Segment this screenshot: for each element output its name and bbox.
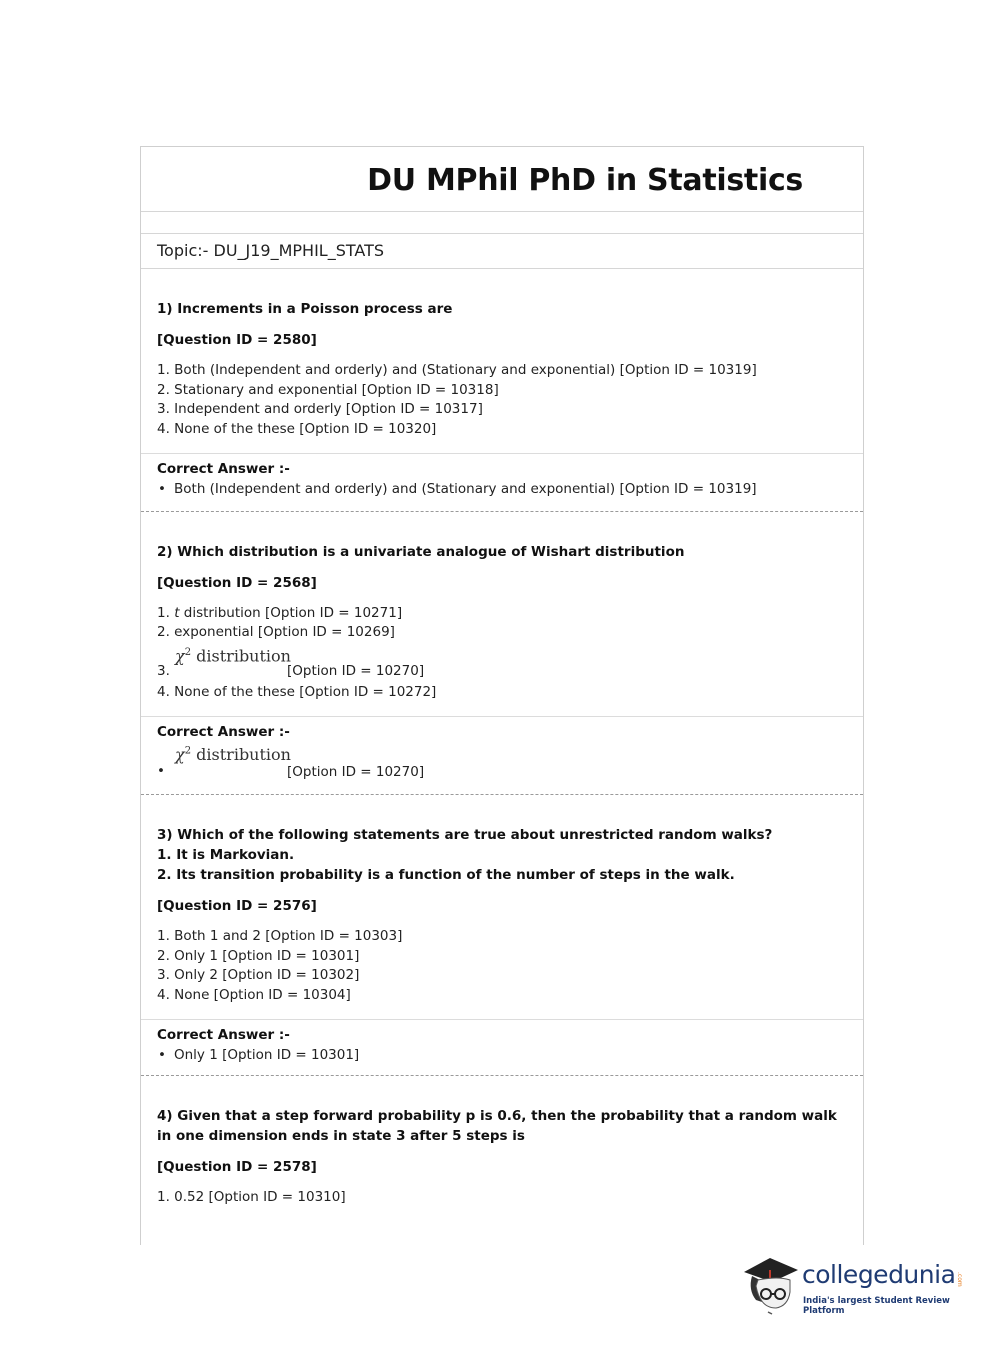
question-3: [141, 795, 863, 1005]
correct-answer-text: Only 1 [Option ID = 10301]: [174, 1047, 360, 1063]
option: 4. None of the these [Option ID = 10272]: [157, 683, 437, 700]
question-3-statement: 1. It is Markovian.: [157, 847, 295, 863]
page-title: DU MPhil PhD in Statistics: [367, 163, 803, 198]
option: 3. $\chi^2$ distribution [Option ID = 10270]: [157, 643, 847, 683]
question-4-id: [Question ID = 2578]: [157, 1158, 317, 1175]
bullet-icon: •: [158, 1047, 166, 1063]
question-2-text: 2) Which distribution is a univariate analogue of Wishart distribution: [157, 543, 685, 560]
question-3-text: 3) Which of the following statements are true about unrestricted random walks?: [157, 827, 773, 843]
option: 2. exponential [Option ID = 10269]: [157, 624, 395, 640]
question-2-options: [157, 604, 847, 703]
correct-answer-title: Correct Answer :-: [157, 461, 290, 477]
document-sheet: [140, 146, 864, 1245]
correct-answer-title: Correct Answer :-: [157, 724, 290, 740]
correct-answer-2: [141, 717, 863, 785]
title-row: [141, 147, 863, 212]
correct-answer-item: • $\chi^2$ distribution [Option ID = 10270]: [157, 745, 425, 780]
correct-answer-item: [157, 1046, 847, 1066]
mascot-icon: [742, 1250, 804, 1320]
question-4: [141, 1076, 863, 1208]
option: 1. 0.52 [Option ID = 10310]: [157, 1188, 346, 1205]
option: 1. Both (Independent and orderly) and (Stationary and exponential) [Option ID = 10319]: [157, 362, 757, 378]
option: 1. Both 1 and 2 [Option ID = 10303]: [157, 928, 403, 944]
correct-answer-title: Correct Answer :-: [157, 1027, 290, 1043]
option: 3. Only 2 [Option ID = 10302]: [157, 967, 360, 983]
option: 4. None [Option ID = 10304]: [157, 986, 351, 1003]
topic-row: [141, 234, 863, 269]
question-3-options: [157, 927, 847, 1005]
spacer-row: [141, 212, 863, 234]
logo-com: .com: [956, 1272, 963, 1287]
question-2: [141, 512, 863, 703]
correct-answer-text: Both (Independent and orderly) and (Stationary and exponential) [Option ID = 10319]: [174, 481, 757, 497]
question-1-options: [157, 361, 847, 439]
question-4-text: 4) Given that a step forward probability p is 0.6, then the probability that a random walk in one dimension ends in state 3 after 5 steps is: [157, 1107, 837, 1144]
option: 1. t distribution [Option ID = 10271]: [157, 604, 403, 621]
option: 3. Independent and orderly [Option ID = 10317]: [157, 401, 483, 417]
bullet-icon: •: [157, 763, 165, 779]
correct-answer-item: [157, 480, 847, 500]
question-3-statement: 2. Its transition probability is a function of the number of steps in the walk.: [157, 867, 735, 883]
chi-square-formula: $\chi^2$ distribution: [175, 645, 291, 665]
bullet-icon: •: [158, 481, 166, 497]
question-3-id: [Question ID = 2576]: [157, 898, 317, 914]
logo-name: collegedunia: [802, 1260, 956, 1289]
option: 2. Only 1 [Option ID = 10301]: [157, 947, 360, 964]
correct-answer-1: [141, 454, 863, 500]
chi-square-formula: $\chi^2$ distribution: [175, 745, 291, 764]
question-1: [141, 269, 863, 439]
question-1-text: 1) Increments in a Poisson process are: [157, 301, 453, 317]
correct-answer-3: [141, 1020, 863, 1066]
logo-tagline: India's largest Student Review Platform: [803, 1296, 950, 1316]
option: 4. None of the these [Option ID = 10320]: [157, 420, 437, 437]
collegedunia-logo[interactable]: [742, 1250, 972, 1320]
topic-label: Topic:- DU_J19_MPHIL_STATS: [157, 241, 385, 260]
question-4-options: [157, 1188, 847, 1208]
question-2-id: [Question ID = 2568]: [157, 574, 317, 591]
option: 2. Stationary and exponential [Option ID = 10318]: [157, 381, 499, 398]
question-1-id: [Question ID = 2580]: [157, 332, 317, 348]
